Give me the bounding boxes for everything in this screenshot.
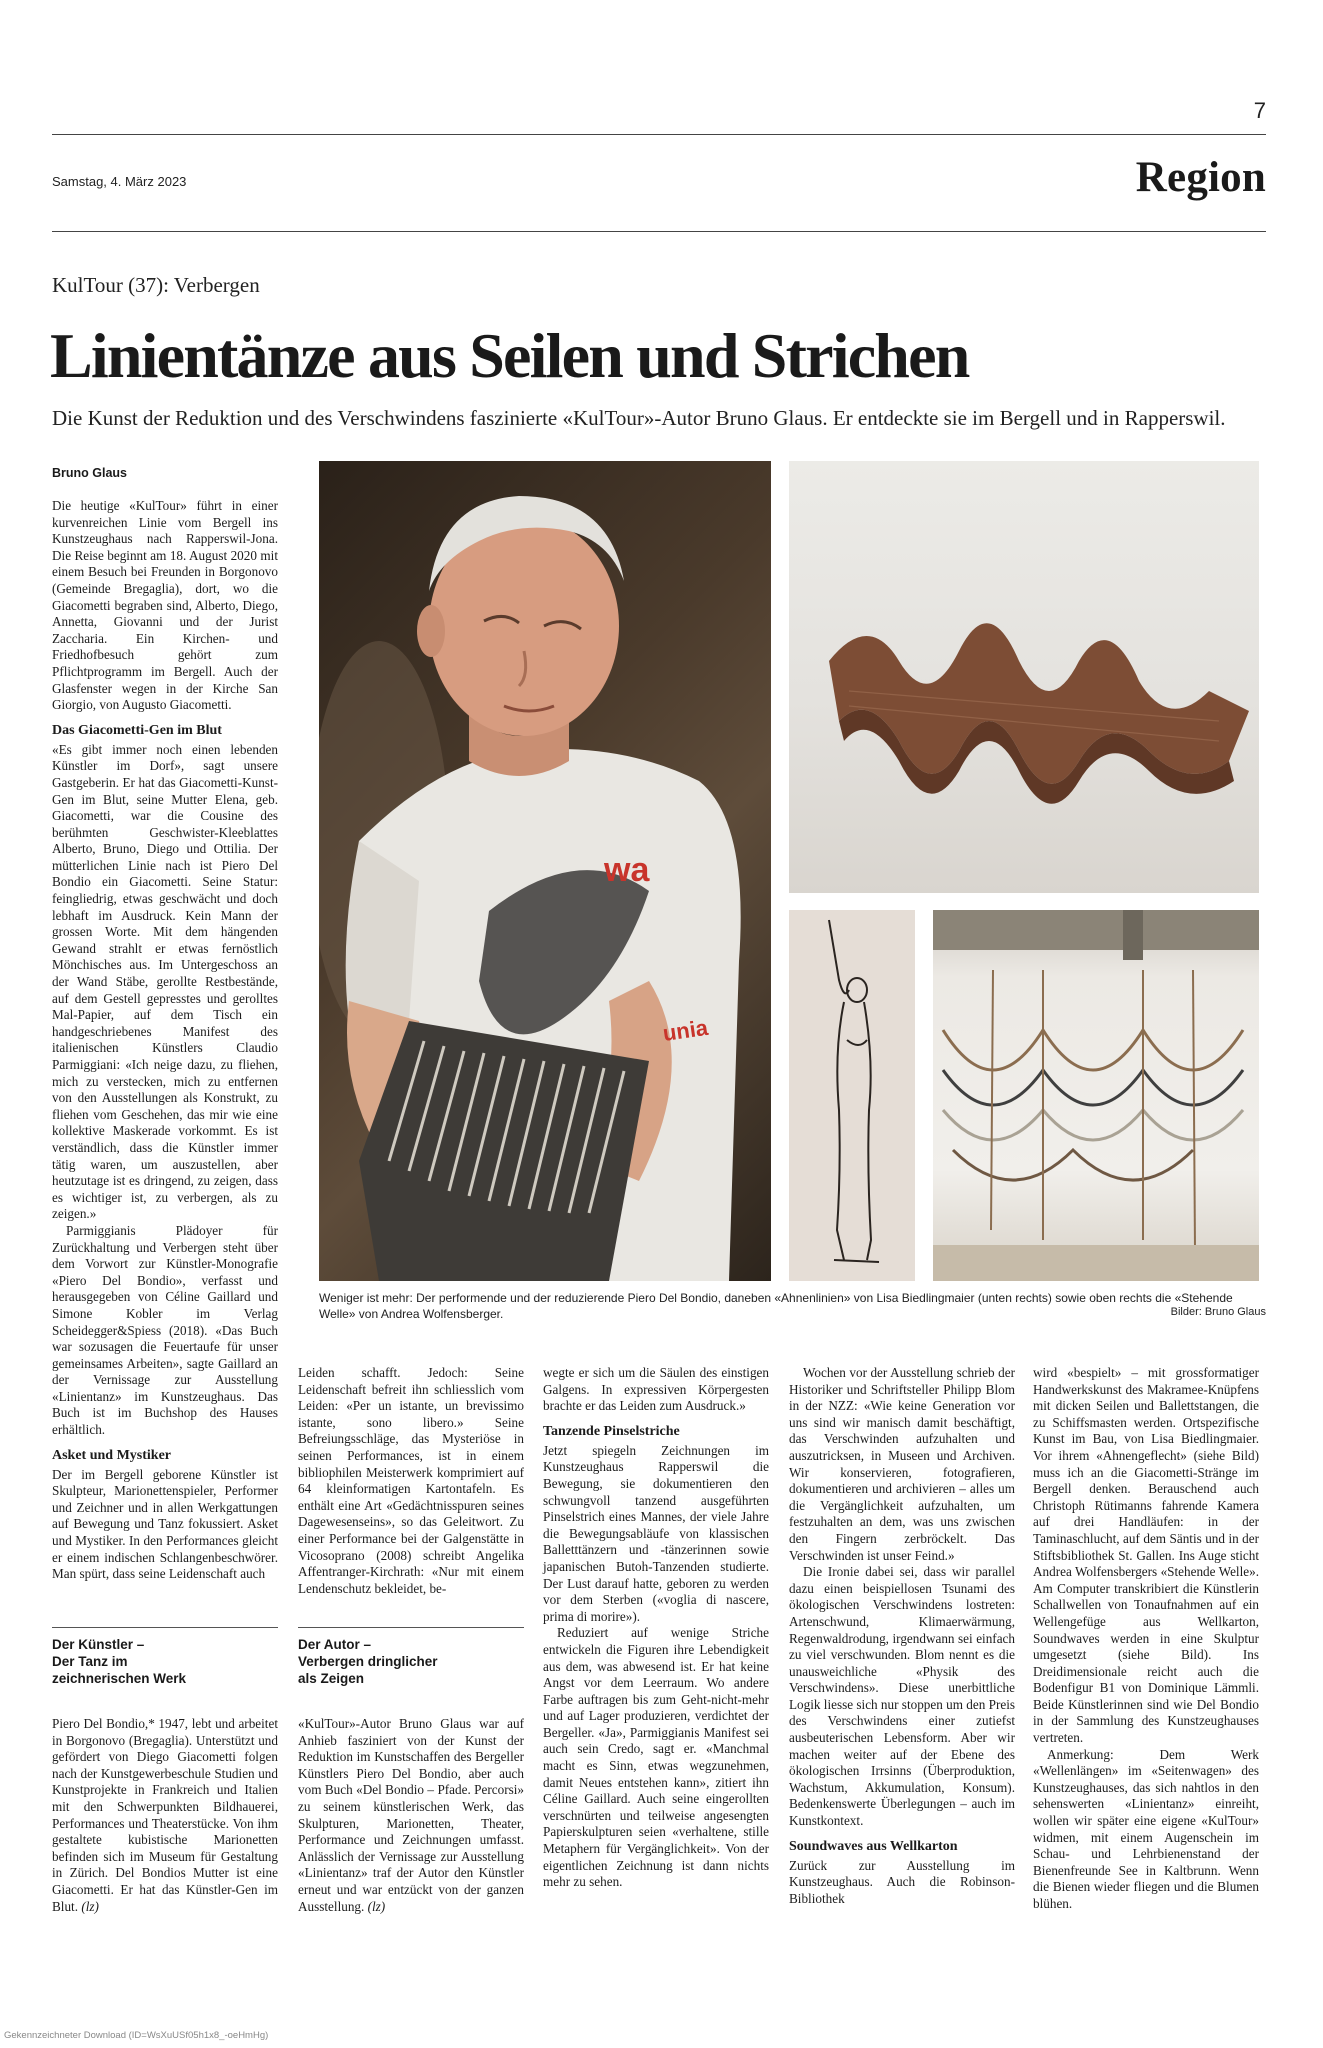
- paragraph: «Es gibt immer noch einen lebenden Künstler im Dorf», sagt unsere Gastgeberin. Er hat das Giacometti-Kunst-Gen im Blut, seine Mutter Elena, geb. Giacometti, war die Cousine des berühmten Geschwister-Kleeblattes Alberto, Bruno, Diego und Ottilia. Der mütterlichen Linie nach ist Piero Del Bondio ein Giacometti. Seine Statur: feingliedrig, etwas geschwächt und doch lebhaft im Ausdruck. Kein Mann der grossen Worte. Mit dem hängenden Gewand strahlt er etwas fernöstlich Mönchisches aus. Im Untergeschoss an der Wand Stäbe, gerollte Restbestände, auf dem Gestell gepresstes und gerolltes Mal-Papier, auf dem Tisch ein handgeschriebenes Manifest des italienischen Künstlers Claudio Parmiggiani: «Ich neige dazu, zu fliehen, mich zu verstecken, mich zu entfernen von den Ausstellungen als Konstrukt, zu fliehen vom Geschehen, das mir wie eine kollektive Maskerade vorkommt. Es ist verständlich, dass die Künstler immer tätig waren, um auszustellen, aber heutzutage ist es dringend, zu zeigen, dass es wichtiger ist, zu verbergen, als zu zeigen.»: [52, 741, 278, 1222]
- paragraph: wegte er sich um die Säulen des einstigen Galgens. In expressiven Körpergesten brachte er das Leiden zum Ausdruck.»: [543, 1365, 769, 1414]
- box-body-artist: [52, 1716, 278, 1915]
- figure-drawing-photo: [789, 910, 915, 1281]
- wave-sculpture-photo: [789, 461, 1259, 893]
- paragraph: [52, 1716, 278, 1915]
- paragraph: Jetzt spiegeln Zeichnungen im Kunstzeughaus Rapperswil die Bewegung, sie dokumentieren den schwungvoll tanzend ausgeführten Pinselstrich eines Mannes, der viele Jahre die Bewegungsabläufe von klassischen Balletttänzern und -tänzerinnen sowie japanischen Butoh-Tanzenden studierte. Der Lust darauf hatte, geboren zu werden vor dem Sterben («voglia di nascere, prima di morire»).: [543, 1442, 769, 1624]
- box-title-line: als Zeigen: [298, 1671, 365, 1686]
- photo-credit: Bilder: Bruno Glaus: [1170, 1306, 1266, 1318]
- download-footer: Gekennzeichneter Download (ID=WsXuUSf05h1x8_-oeHmHg): [4, 2030, 269, 2041]
- subheading: Soundwaves aus Wellkarton: [789, 1838, 958, 1854]
- paragraph: Leiden schafft. Jedoch: Seine Leidenschaft befreit ihn schliesslich vom Leiden: «Per un istante, un brevissimo istante, sono libero.» Seine Befreiungsschläge, das Mysteriöse in seinen Performances, ist in einem bibliophilen Meisterwerk komprimiert auf 64 kleinformatigen Kartontafeln. Es enthält eine Art «Gedächtnisspuren seines Dagewesenseins», so das Geleitwort. Zu einer Performance bei der Galgenstätte in Vicosoprano (2008) schreibt Angelika Affentranger-Kirchrath: «Nur mit einem Lendenschutz bekleidet, be-: [298, 1365, 524, 1596]
- subheading: Asket und Mystiker: [52, 1447, 172, 1463]
- header-rule: [52, 231, 1266, 232]
- byline: Bruno Glaus: [52, 466, 128, 480]
- figure-drawing: [789, 910, 915, 1281]
- paragraph: Zurück zur Ausstellung im Kunstzeughaus. Auch die Robinson-Bibliothek: [789, 1857, 1015, 1906]
- box-rule: [52, 1627, 278, 1628]
- article-column-2: [298, 1365, 524, 1597]
- article-lead: Die Kunst der Reduktion und des Verschwindens faszinierte «KulTour»-Autor Bruno Glaus. Er entdeckte sie im Bergell und in Rapperswil.: [52, 406, 1226, 430]
- wave-sculpture-drawing: [789, 461, 1259, 893]
- box-title-line: Der Tanz im: [52, 1654, 128, 1669]
- paragraph: [298, 1716, 524, 1915]
- box-title-artist: [52, 1636, 278, 1687]
- box-title-line: Der Künstler –: [52, 1637, 145, 1652]
- shirt-print-text-1: wa: [604, 851, 650, 889]
- subheading: Das Giacometti-Gen im Blut: [52, 722, 222, 738]
- box-text: «KulTour»-Autor Bruno Glaus war auf Anhieb fasziniert von der Kunst der Reduktion im Kunstschaffen des Bergeller Künstlers Piero Del Bondio, aber auch vom Buch «Del Bondio – Pfade. Percorsi» zu seinem künstlerischen Werk, das Skulpturen, Marionetten, Theater, Performance und Zeichnungen umfasst. Anlässlich der Vernissage zur Ausstellung «Linientanz» traf der Autor den Künstler erneut und war entzückt von der ganzen Ausstellung.: [298, 1716, 524, 1914]
- ancestral-lines-photo: [933, 910, 1259, 1281]
- box-text: Piero Del Bondio,* 1947, lebt und arbeitet in Borgonovo (Bregaglia). Unterstützt und gefördert von Diego Giacometti folgen nach der Kunstgewerbeschule Studien und Kunstprojekte in Frankreich und Italien mit den Schwerpunkten Bildhauerei, Performances und Theaterstücke. Von ihm gestaltete kubistische Marionetten befinden sich im Museum für Gestaltung in Zürich. Del Bondios Mutter ist eine Giacometti. Er hat das Künstler-Gen im Blut.: [52, 1716, 278, 1914]
- box-title-line: Verbergen dringlicher: [298, 1654, 438, 1669]
- article-kicker: KulTour (37): Verbergen: [52, 273, 260, 297]
- issue-date: Samstag, 4. März 2023: [52, 174, 187, 189]
- box-title-line: zeichnerischen Werk: [52, 1671, 187, 1686]
- paragraph: Parmiggianis Plädoyer für Zurückhaltung und Verbergen steht über dem Vorwort zur Künstler-Monografie «Piero Del Bondio», verfasst und herausgegeben von Céline Gaillard und Simone Kobler im Verlag Scheidegger&Spiess (2018). «Das Buch war sozusagen die Feuertaufe für unser gemeinsames Arbeiten», sagte Gaillard an der Vernissage zur Ausstellung «Linientanz» im Kunstzeughaus. Das Buch ist im Buchshop des Hauses erhältlich.: [52, 1222, 278, 1438]
- paragraph: Reduziert auf wenige Striche entwickeln die Figuren ihre Lebendigkeit aus dem, was abwesend ist. Er hat keine Angst vor dem Leerraum. Wo andere Farbe auftragen bis zum Geht-nicht-mehr und auf Lager produzieren, verdichtet der Bergeller. «Ja», Parmiggianis Manifest sei auch sein Credo, sagt er. «Manchmal macht es Sinn, etwas wegzunehmen, damit Neues entstehen kann», zitiert ihn Céline Gaillard. Auch seine eingerollten verschnürten und teilweise angesengten Papierskulpturen seien «verhaltene, stille Metaphern für Vergänglichkeit». Von der eigentlichen Zeichnung ist dann nichts mehr zu sehen.: [543, 1625, 769, 1890]
- paragraph: Anmerkung: Dem Werk «Wellenlängen» im «Seitenwagen» des Kunstzeughauses, das sich nahtlos in den sehenswerten «Linientanz» einreiht, wollen wir später eine eigene «KulTour» widmen, mit einem Augenschein im Schau- und Lehrbienenstand der Bienenfreunde See in Kaltbrunn. Wenn die Bienen wieder fliegen und die Blumen blühen.: [1033, 1746, 1259, 1911]
- paragraph: wird «bespielt» – mit grossformatiger Handwerkskunst des Makramee-Knüpfens mit dicken Seilen und Ballettstangen, die zu Schiffsmasten werden. Ortspezifische Kunst im Bau, von Lisa Biedlingmaier. Vor ihrem «Ahnengeflecht» (siehe Bild) muss ich an die Giacometti-Stränge im Bergell denken. Berauschend auch Christoph Rütimanns fahrende Kamera auf drei Handläufen: in der Taminaschlucht, auf dem Säntis und in der Stiftsbibliothek St. Gallen. Ins Auge sticht Andrea Wolfensbergers «Stehende Welle». Am Computer transkribiert die Künstlerin Schallwellen von Tonaufnahmen auf ein Wellengefüge aus Wellkarton, Soundwaves werden in eine Skulptur umgesetzt (siehe Bild). Ins Dreidimensionale reicht auch die Bodenfigur B1 von Dominique Lämmli. Beide Künstlerinnen sind wie Del Bondio in der Sammlung des Kunstzeughauses vertreten.: [1033, 1365, 1259, 1746]
- box-title-author: [298, 1636, 524, 1687]
- subheading: Tanzende Pinselstriche: [543, 1423, 680, 1439]
- section-title: Region: [1135, 154, 1266, 201]
- photo-caption: Weniger ist mehr: Der performende und der reduzierende Piero Del Bondio, daneben «Ahnenlinien» von Lisa Biedlingmaier (unten rechts) sowie oben rechts die «Stehende Welle» von Andrea Wolfensberger.: [319, 1291, 1233, 1321]
- paragraph: Der im Bergell geborene Künstler ist Skulpteur, Marionettenspieler, Performer und Zeichner und in allen Werkgattungen auf Bewegung und Tanz fokussiert. Asket und Mystiker. In den Performances gleicht er einem indischen Schlangenbeschwörer. Man spürt, dass seine Leidenschaft auch: [52, 1466, 278, 1582]
- article-column-3: [543, 1365, 769, 1891]
- article-column-4: [789, 1365, 1015, 1907]
- page-number: 7: [1253, 98, 1266, 123]
- article-headline: Linientänze aus Seilen und Strichen: [50, 320, 969, 391]
- article-column-5: [1033, 1365, 1259, 1913]
- author-signature: (lz): [367, 1898, 386, 1914]
- artist-photo-drawing: [319, 461, 771, 1281]
- paragraph: Die heutige «KulTour» führt in einer kurvenreichen Linie vom Bergell ins Kunstzeughaus nach Rapperswil-Jona. Die Reise beginnt am 18. August 2020 mit einem Besuch bei Freunden in Borgonovo (Gemeinde Bregaglia), dort, wo die Giacometti begraben sind, Alberto, Diego, Annetta, Giovanni und der Jurist Zaccharia. Ein Kirchen- und Friedhofbesuch gehört zum Pflichtprogramm im Bergell. Auch der Glasfenster wegen in der Kirche San Giorgio, von Augusto Giacometti.: [52, 498, 278, 713]
- box-body-author: [298, 1716, 524, 1915]
- article-column-1: [52, 498, 278, 1583]
- paragraph: Wochen vor der Ausstellung schrieb der Historiker und Schriftsteller Philipp Blom in der NZZ: «Wie keine Generation vor uns sind wir manisch damit beschäftigt, das Verschwinden aufzuhalten und auszutricksen, in Museen und Archiven. Wir konservieren, fotografieren, dokumentieren und archivieren – alles um die Vergänglichkeit aufzuhalten, um festzuhalten an dem, was uns zwischen den Fingern zerbröckelt. Das Verschwinden ist unser Feind.»: [789, 1365, 1015, 1563]
- artist-photo: [319, 461, 771, 1281]
- author-signature: (lz): [81, 1898, 99, 1914]
- box-rule: [298, 1627, 524, 1628]
- rope-installation-drawing: [933, 910, 1259, 1281]
- box-title-line: Der Autor –: [298, 1637, 372, 1652]
- paragraph: Die Ironie dabei sei, dass wir parallel dazu einen beispiellosen Tsunami des ökologischen Verschwindens lostreten: Artenschwund, Klimaerwärmung, Regenwaldrodung, irgendwann sei einfach zu viel verschwunden. Blom nennt es die unausweichliche «Physik des Verschwindens». Diese unerbittliche Logik liesse sich nur stoppen um den Preis des Verschwindens einer zutiefst ausbeuterischen Lebensform. Aber wir machen weiter auf der Ebene des ökologischen Irrsinns (Überproduktion, Wachstum, Akkumulation, Konsum). Bedenkenswerte Überlegungen – auch im Kunstkontext.: [789, 1564, 1015, 1829]
- top-rule: [52, 134, 1266, 135]
- shirt-print-text-2: unia: [661, 1014, 710, 1046]
